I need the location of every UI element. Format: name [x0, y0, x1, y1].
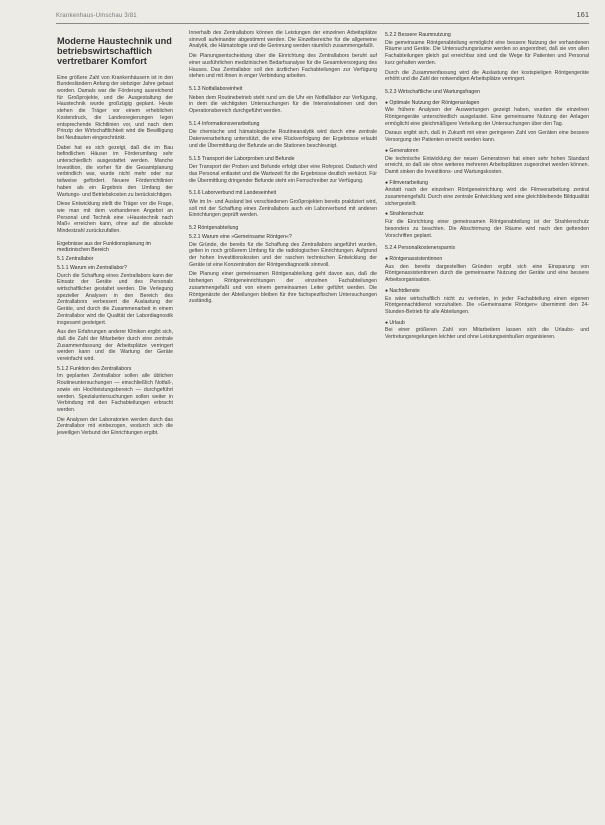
paragraph: Daraus ergibt sich, daß in Zukunft mit einer geringeren Zahl von Geräten eine bessere Versorgung der Patienten erreicht werden kann.: [385, 130, 589, 144]
paragraph: Die gemeinsame Röntgenabteilung ermöglicht eine bessere Nutzung der vorhandenen Räume und Geräte. Die Untersuchungsräume werden so angeordnet, daß sie von allen Fachabteilungen gleich gut erreichbar sind und die Wege für Patienten und Personal kurz gehalten werden.: [385, 39, 589, 66]
section-heading-5-1-3: 5.1.3 Notfallaboreinheit: [189, 85, 243, 92]
paragraph: Neben dem Routinebetrieb steht rund um die Uhr ein Notfalllabor zur Verfügung, in dem die wichtigsten Untersuchungen für die Intensivstationen und den Operationsbereich durchgeführt werden.: [189, 94, 377, 115]
paragraph: Dabei hat es sich gezeigt, daß die im Bau befindlichen Häuser im Förderumfang sehr unterschiedlich ausgestattet werden. Manche Investition, die vorher für die Gesamtplanung verbindlich war, wurde nicht mehr oder nur teilweise gefördert. Neuere Förderrichtlinien haben als ein Ergebnis den Umfang der Wartungs- und Betriebskosten zu berücksichtigen.: [57, 144, 173, 198]
paragraph: Diese Entwicklung stellt die Träger vor die Frage, wie man mit dem vorhandenen Angebot an Personal und Technik eine »Haustechnik nach Maß« erreichen kann, ohne auf die absolute Mindestzahl zurückzufallen.: [57, 201, 173, 235]
bullet-heading: ● Urlaub: [385, 320, 589, 327]
column-3: [385, 30, 589, 344]
paragraph: Es wäre wirtschaftlich nicht zu vertreten, in jeder Fachabteilung einen eigenen Röntgennachtdienst vorzuhalten. Die »Gemeinsame Röntgen« übernimmt den 24-Stunden-Betrieb für alle Abteilungen.: [385, 295, 589, 315]
section-heading-5-2-4: 5.2.4 Personalkostenersparnis: [385, 245, 456, 252]
paragraph: Die chemische und hämatologische Routineanalytik wird durch eine zentrale Datenverarbeitung unterstützt, die eine Rückverfolgung der Ergebnisse erlaubt und die Übermittlung der Befunde an die Stationen beschleunigt.: [189, 129, 377, 149]
section-heading-5-2-3: 5.2.3 Wirtschaftliche und Wartungsfragen: [385, 88, 480, 95]
section-heading-5-1-6: 5.1.6 Laborverbund mit Landeseinheit: [189, 190, 277, 197]
paragraph: Der Transport der Proben und Befunde erfolgt über eine Rohrpost. Dadurch wird das Personal entlastet und die Wartezeit für die Ergebnisse deutlich verkürzt. Für die Übermittlung dringender Befunde steht ein Fernschreiber zur Verfügung.: [189, 164, 377, 184]
paragraph: Wie frühere Analysen der Auswertungen gezeigt haben, wurden die einzelnen Röntgengeräte unterschiedlich ausgelastet. Eine gemeinsame Nutzung der Anlagen ermöglicht eine gleichmäßigere Verteilung der Untersuchungen über den Tag.: [385, 107, 589, 127]
section-heading-5-1-1: 5.1.1 Warum ein Zentrallabor?: [57, 264, 127, 271]
section-heading-5-1-5: 5.1.5 Transport der Laborproben und Befunde: [189, 155, 295, 162]
bullet-heading: ● Strahlenschutz: [385, 211, 589, 218]
journal-title: Krankenhaus-Umschau 3/81: [56, 13, 137, 19]
paragraph: Wie im In- und Ausland bei verschiedenen Großprojekten bereits praktiziert wird, soll mit der Schaffung eines Zentrallabors auch ein Laborverbund mit anderen Einrichtungen geprüft werden.: [189, 199, 377, 219]
paragraph: Bei einer größeren Zahl von Mitarbeitern lassen sich die Urlaubs- und Vertretungsregelungen leichter und ohne Leistungseinbußen organisieren.: [385, 327, 589, 341]
bullet-heading: ● Generatoren: [385, 148, 589, 155]
section-heading-5-1-2: 5.1.2 Funktion des Zentrallabors: [57, 365, 132, 372]
bullet-heading: ● Röntgenassistentinnen: [385, 256, 589, 263]
paragraph: Eine größere Zahl von Krankenhäusern ist in den Bundesländern Anfang der siebziger Jahre gebaut worden. Damals war die Förderung ausreichend für Großprojekte, und die Ausgestaltung der Haustechnik wurde großzügig geplant. Heute stehen die Träger vor einem erheblichen Kostendruck, die Landesregierungen legen entsprechende Richtlinien vor, und nach dem Prinzip der Wirtschaftlichkeit wird die Bewilligung bei Neubauten eingeschränkt.: [57, 74, 173, 141]
article-title: Moderne Haustechnik und betriebswirtschaftlich vertretbarer Komfort: [57, 36, 172, 67]
paragraph: Durch die Schaffung eines Zentrallabors kann der Einsatz der Geräte und des Personals wirtschaftlicher gestaltet werden. Die Verlegung spezieller Analysen in den Bereich des Zentrallabors verbessert die Auslastung der Geräte, und durch die Zusammenarbeit in einem Zentrallabor wird die Qualität der Labordiagnostik insgesamt gesteigert.: [57, 272, 173, 326]
bullet-heading: ● Optimale Nutzung der Röntgenanlagen: [385, 100, 589, 107]
bullet-heading: ● Nachtdienste: [385, 288, 589, 295]
paragraph: Durch die Zusammenfassung wird die Auslastung der kostspieligen Röntgengeräte erhöht und die Zahl der notwendigen Arbeitsplätze verringert.: [385, 69, 589, 83]
section-heading-5-1-4: 5.1.4 Informationsverarbeitung: [189, 120, 260, 127]
paragraph: Innerhalb des Zentrallabors können die Leistungen der einzelnen Arbeitsplätze sinnvoll aufeinander abgestimmt werden. Die Einzelbereiche für die allgemeine Analytik, die Hämatologie und die Gerinnung werden räumlich zusammengefaßt.: [189, 30, 377, 50]
paragraph: Die Planungsentscheidung über die Einrichtung des Zentrallabors beruht auf einer ausführlichen medizinischen Bedarfsanalyse für die Gesamtversorgung des Hauses. Das Zentrallabor soll den ärztlichen Fachabteilungen zur Verfügung stehen und mit ihnen in enger Verbindung arbeiten.: [189, 53, 377, 80]
section-heading-5-2-1: 5.2.1 Warum eine »Gemeinsame Röntgen«?: [189, 233, 292, 240]
bullet-heading: ● Filmverarbeitung: [385, 180, 589, 187]
section-heading-5-2-2: 5.2.2 Bessere Raumnutzung: [385, 32, 451, 38]
paragraph: Die Planung einer gemeinsamen Röntgenabteilung geht davon aus, daß die bisherigen Röntgeneinrichtungen der einzelnen Fachabteilungen zusammengefaßt und von einem gemeinsamen Leiter geführt werden. Die Röntgenärzte der Abteilungen bleiben für ihre fachspezifischen Untersuchungen zuständig.: [189, 271, 377, 305]
paragraph: Aus den Erfahrungen anderer Kliniken ergibt sich, daß die Zahl der Mitarbeiter durch eine zentrale Zusammenfassung der Arbeitsplätze verringert werden kann und die Wartung der Geräte vereinfacht wird.: [57, 329, 173, 363]
paragraph: Aus den bereits dargestellten Gründen ergibt sich eine Einsparung von Röntgenassistentinnen durch die gemeinsame Nutzung der Geräte und eine bessere Arbeitsorganisation.: [385, 263, 589, 284]
paragraph: Die technische Entwicklung der neuen Generatoren hat einen sehr hohen Standard erreicht, so daß sie ohne weiteres mehreren Arbeitsplätzen zugeordnet werden können. Damit sinken die Investitions- und Wartungskosten.: [385, 155, 589, 175]
running-header: [56, 11, 589, 24]
section-heading-5-2: 5.2 Röntgenabteilung: [189, 225, 239, 232]
paragraph: Anstatt nach der einzelnen Röntgeneinrichtung wird die Filmverarbeitung zentral zusammengefaßt. Durch eine zentrale Entwicklung wird eine gleichbleibende Bildqualität sichergestellt.: [385, 187, 589, 207]
paragraph: Die Analysen der Laboratorien werden durch das Zentrallabor mit einbezogen, wodurch sich die jeweiligen Verbund der Einrichtungen ergibt.: [57, 416, 173, 437]
paragraph: Im geplanten Zentrallabor sollen alle üblichen Routineuntersuchungen — einschließlich Notfall-, sowie ein Hochleistungsbereich — durchgeführt werden. Spezialuntersuchungen sollen weiter in Verbindung mit den Fachabteilungen erbracht werden.: [57, 373, 173, 413]
page-number: 161: [576, 10, 589, 19]
column-1: [57, 30, 173, 440]
section-heading-5-1: 5.1 Zentrallabor: [57, 256, 94, 263]
paragraph: Die Gründe, die bereits für die Schaffung des Zentrallabors angeführt wurden, gelten in noch größerem Umfang für die radiologischen Einrichtungen. Aufgrund der hohen Investitionskosten und der raschen technischen Entwicklung der Geräte ist eine Konzentration der Röntgendiagnostik sinnvoll.: [189, 241, 377, 268]
paragraph: Für die Einrichtung einer gemeinsamen Röntgenabteilung ist der Strahlenschutz besonders zu beachten. Die Abschirmung der Räume wird nach den geltenden Vorschriften geplant.: [385, 219, 589, 239]
column-2: [189, 30, 377, 308]
section-intro: Ergebnisse aus der Funktionsplanung im medizinischen Bereich: [57, 240, 152, 254]
